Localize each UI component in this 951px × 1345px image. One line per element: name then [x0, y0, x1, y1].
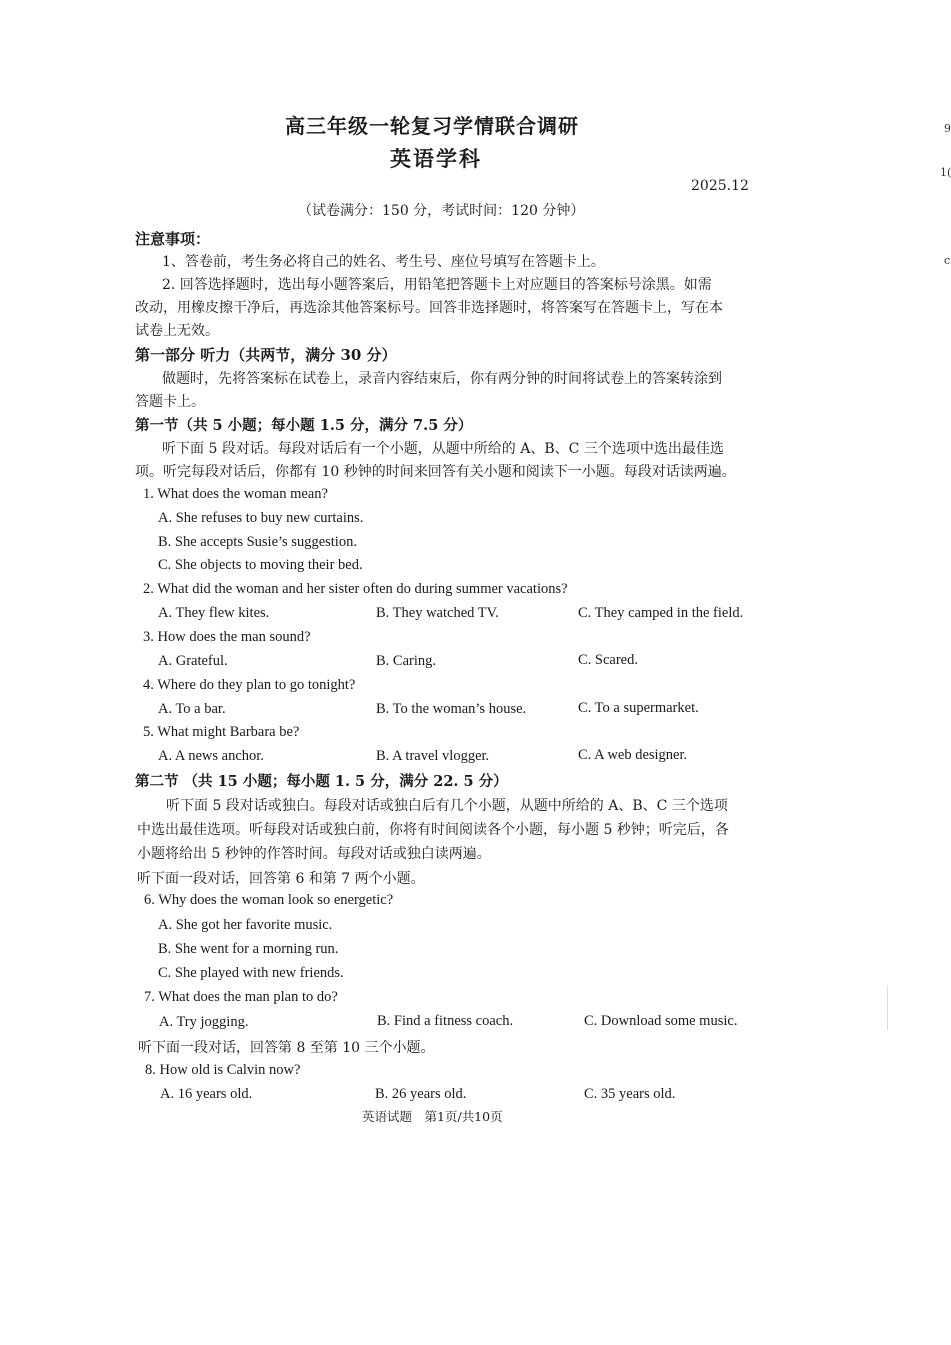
section1-heading: 第一节（共 5 小题；每小题 1.5 分，满分 7.5 分）: [135, 417, 473, 434]
question-7: 7. What does the man plan to do?: [144, 989, 338, 1005]
edge-mark-3: c: [944, 254, 951, 267]
section2-cue-1: 听下面一段对话，回答第 6 和第 7 两个小题。: [137, 871, 425, 887]
question-5-option-c: C. A web designer.: [578, 747, 688, 763]
part1-intro-line-1: 做题时，先将答案标在试卷上，录音内容结束后，你有两分钟的时间将试卷上的答案转涂到: [162, 371, 722, 387]
question-2: 2. What did the woman and her sister often do during summer vacations?: [143, 581, 568, 597]
question-2-option-b: B. They watched TV.: [376, 605, 499, 621]
question-7-option-c: C. Download some music.: [584, 1013, 738, 1029]
question-7-option-b: B. Find a fitness coach.: [377, 1013, 514, 1029]
question-8: 8. How old is Calvin now?: [145, 1062, 301, 1078]
question-3: 3. How does the man sound?: [143, 629, 311, 645]
notes-item-1: 1、答卷前，考生务必将自己的姓名、考生号、座位号填写在答题卡上。: [162, 254, 605, 270]
section1-intro-line-1: 听下面 5 段对话。每段对话后有一个小题，从题中所给的 A、B、C 三个选项中选出最佳选: [162, 441, 724, 457]
question-4-option-b: B. To the woman’s house.: [376, 701, 527, 717]
exam-title: 高三年级一轮复习学情联合调研: [285, 114, 579, 138]
question-5: 5. What might Barbara be?: [143, 724, 300, 740]
question-4-option-a: A. To a bar.: [158, 701, 226, 717]
exam-info: （试卷满分：150 分，考试时间：120 分钟）: [298, 203, 585, 219]
part1-heading: 第一部分 听力（共两节，满分 30 分）: [135, 346, 397, 364]
question-8-option-b: B. 26 years old.: [375, 1086, 467, 1102]
part1-intro-line-2: 答题卡上。: [135, 394, 205, 410]
question-5-option-b: B. A travel vlogger.: [376, 748, 490, 764]
question-3-option-c: C. Scared.: [578, 652, 638, 668]
edge-mark-2: 1(: [940, 166, 951, 179]
question-8-option-c: C. 35 years old.: [584, 1086, 676, 1102]
question-1-option-c: C. She objects to moving their bed.: [158, 557, 363, 573]
question-4: 4. Where do they plan to go tonight?: [143, 677, 356, 693]
page-footer: 英语试题 第1页/共10页: [362, 1109, 503, 1124]
question-2-option-a: A. They flew kites.: [158, 605, 270, 621]
question-1-option-b: B. She accepts Susie’s suggestion.: [158, 534, 357, 550]
section2-cue-2: 听下面一段对话，回答第 8 至第 10 三个小题。: [138, 1040, 435, 1056]
question-7-option-a: A. Try jogging.: [159, 1014, 249, 1030]
question-3-option-a: A. Grateful.: [158, 653, 228, 669]
scan-fold-line: [887, 985, 888, 1030]
question-2-option-c: C. They camped in the field.: [578, 605, 744, 621]
notes-heading: 注意事项：: [135, 230, 211, 248]
exam-date: 2025.12: [691, 178, 749, 194]
question-6: 6. Why does the woman look so energetic?: [144, 892, 394, 908]
section1-intro-line-2: 项。听完每段对话后，你都有 10 秒钟的时间来回答有关小题和阅读下一小题。每段对话读两遍。: [135, 464, 736, 480]
notes-item-2-line-2: 改动，用橡皮擦干净后，再选涂其他答案标号。回答非选择题时，将答案写在答题卡上，写在本: [135, 300, 723, 316]
question-6-option-b: B. She went for a morning run.: [158, 941, 339, 957]
question-6-option-a: A. She got her favorite music.: [158, 917, 333, 933]
section2-heading: 第二节 （共 15 小题；每小题 1. 5 分，满分 22. 5 分）: [135, 773, 508, 790]
question-1-option-a: A. She refuses to buy new curtains.: [158, 510, 364, 526]
question-6-option-c: C. She played with new friends.: [158, 965, 344, 981]
section2-intro-line-3: 小题将给出 5 秒钟的作答时间。每段对话或独白读两遍。: [137, 846, 491, 862]
question-3-option-b: B. Caring.: [376, 653, 437, 669]
edge-mark-1: 9: [944, 122, 951, 135]
notes-item-2-line-3: 试卷上无效。: [135, 323, 219, 339]
question-1: 1. What does the woman mean?: [143, 486, 328, 502]
question-8-option-a: A. 16 years old.: [160, 1086, 253, 1102]
notes-item-2-line-1: 2. 回答选择题时，选出每小题答案后，用铅笔把答题卡上对应题目的答案标号涂黑。如需: [162, 277, 712, 293]
question-5-option-a: A. A news anchor.: [158, 748, 264, 764]
subject-title: 英语学科: [390, 146, 482, 171]
question-4-option-c: C. To a supermarket.: [578, 700, 699, 716]
section2-intro-line-1: 听下面 5 段对话或独白。每段对话或独白后有几个小题，从题中所给的 A、B、C 三个选项: [166, 798, 728, 814]
section2-intro-line-2: 中选出最佳选项。听每段对话或独白前，你将有时间阅读各个小题，每小题 5 秒钟；听完后，各: [137, 822, 729, 838]
